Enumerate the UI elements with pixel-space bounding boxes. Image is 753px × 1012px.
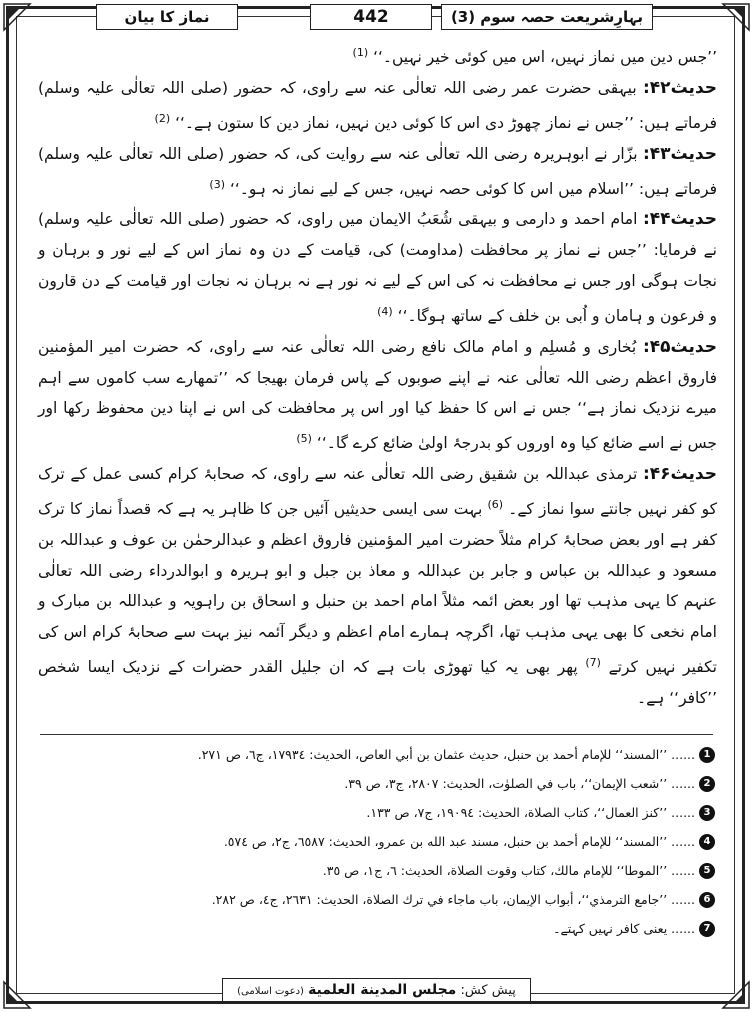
hadith-heading: حدیث۴۳: [642,143,717,164]
book-title: بہارِشریعت حصہ سوم (3) [441,4,653,30]
hadith-heading: حدیث۴۲: [642,77,718,98]
footnote-ref[interactable]: (1) [352,46,369,59]
page-number: 442 [310,4,432,30]
page-footer [0,978,753,1002]
hadith-heading: حدیث۴۶: [642,464,717,485]
publisher-box [222,978,531,1002]
chapter-title: نماز کا بیان [96,4,238,30]
footnote-separator [40,734,713,735]
footnote-ref[interactable]: (6) [487,497,504,511]
footnote-ref[interactable]: (5) [296,432,312,446]
hadith-44: حدیث۴۴: امام احمد و دارمی و بیہقی شُعَبُ الایمان میں راوی، کہ حضور (صلی اللہ تعالٰی علیہ وسلم) نے فرمایا: ’’جس نے نماز پر محافظت (مداومت) کی، قیامت کے دن وہ نماز اس کے لیے نور و برہان و نجات ہوگی اور جس نے محافظت نہ کی اس کے لیے نہ نور ہے نہ برہان نہ نجات اور قیامت کے دن قارون و فرعون و ہامان و اُبی بن خلف کے ساتھ ہوگا۔‘‘ $^{(4)}$ [38,209,717,325]
footnote-item: 2 ...... ’’شعب الإيمان‘‘، باب في الصلوٰت، الحديث: ٢٨٠٧، ج٣، ص ٣٩. [42,769,715,798]
hadith-heading: حدیث۴۵: [642,336,717,357]
hadith-46: حدیث۴۶: ترمذی عبداللہ بن شقیق رضی اللہ تعالٰی عنہ سے راوی، کہ صحابۂ کرام کسی عمل کے ترک کو کفر نہیں جانتے سوا نماز کے۔ $^{(6)}$ بہت سی ایسی حدیثیں آئیں جن کا ظاہر یہ ہے کہ قصداً نماز کا ترک کفر ہے اور بعض صحابۂ کرام مثلاً حضرت امیر المؤمنین فاروق اعظم و عبدالرحمٰن بن عوف و عبداللہ بن مسعود و عبداللہ بن عباس و جابر بن عبداللہ و معاذ بن جبل و ابو ہریرہ و ابوالدرداء رضی اللہ تعالٰی عنہم کا یہی مذہب تھا اور بعض ائمہ مثلاً امام احمد بن حنبل و اسحاق بن راہویہ و عبداللہ بن مبارک و امام نخعی کا بھی یہی مذہب تھا، اگرچہ ہمارے امام اعظم و دیگر آئمہ نیز بہت سے صحابۂ کرام اس کی تکفیر نہیں کرتے $^{(7)}$ پھر بھی یہ کیا تھوڑی بات ہے کہ ان جلیل القدر حضرات کے نزدیک ایسا شخص ’’کافر‘‘ ہے۔ [38,464,717,708]
footnote-item: 5 ...... ’’الموطا‘‘ للإمام مالك، كتاب وقوت الصلاة، الحديث: ٦، ج١، ص ٣٥. [42,856,715,885]
footnote-number: 2 [699,776,715,792]
footnote-item: 4 ...... ’’المسند‘‘ للإمام أحمد بن حنبل، مسند عبد الله بن عمرو، الحديث: ٦٥٨٧، ج٢، ص ٥٧٤. [42,827,715,856]
presenter-label: پیش کش: [460,983,516,998]
corner-ornament-icon [2,2,32,32]
footnote-ref[interactable]: (7) [585,656,601,670]
publisher-sub: (دعوت اسلامی) [237,986,304,997]
footnote-number: 3 [699,805,715,821]
footnote-number: 4 [699,834,715,850]
hadith-45: حدیث۴۵: بُخاری و مُسلِم و امام مالک نافع رضی اللہ تعالٰی عنہ سے راوی، کہ حضرت امیر المؤمنین فاروق اعظم رضی اللہ تعالٰی عنہ نے اپنے صوبوں کے پاس فرمان بھیجا کہ ’’تمھارے سب کاموں سے اہم میرے نزدیک نماز ہے‘‘ جس نے اس کا حفظ کیا اور اس پر محافظت کی اس نے اپنا دین محفوظ رکھا اور جس نے اسے ضائع کیا وہ اوروں کو بدرجۂ اولیٰ ضائع کرے گا۔‘‘ $^{(5)}$ [38,336,717,453]
footnote-item: 3 ...... ’’كنز العمال‘‘، كتاب الصلاة، الحديث: ١٩٠٩٤، ج٧، ص ١٣٣. [42,798,715,827]
page-header [100,4,653,30]
hadith-42: حدیث۴۲: بیہقی حضرت عمر رضی اللہ تعالٰی عنہ سے راوی، کہ حضور (صلی اللہ تعالٰی علیہ وسلم) فرماتے ہیں: ’’جس نے نماز چھوڑ دی اس کا کوئی دین نہیں، نماز دین کا ستون ہے۔‘‘ $^{(2)}$ [38,77,718,132]
hadith-43: حدیث۴۳: بزّار نے ابوہریرہ رضی اللہ تعالٰی عنہ سے روایت کی، کہ حضور (صلی اللہ تعالٰی علیہ وسلم) فرماتے ہیں: ’’اسلام میں اس کا کوئی حصہ نہیں، جس کے لیے نماز نہ ہو۔‘‘ $^{(3)}$ [38,143,717,198]
footnote-item: 1 ...... ’’المسند‘‘ للإمام أحمد بن حنبل، حديث عثمان بن أبي العاص، الحديث: ١٧٩٣٤، ج٦، ص ٢٧١. [42,740,715,769]
main-text [38,38,717,714]
footnote-number: 1 [699,747,715,763]
footnote-item: 6 ...... ’’جامع الترمذي‘‘، أبواب الإيمان، باب ماجاء في ترك الصلاة، الحديث: ٢٦٣١، ج٤، ص ٢٨٢. [42,885,715,914]
footnotes [42,740,715,943]
footnote-ref[interactable]: (2) [154,111,171,125]
footnote-item: 7 ...... یعنی کافر نہیں کہتے۔ [42,914,715,943]
footnote-number: 5 [699,863,715,879]
footnote-number: 7 [699,921,715,937]
corner-ornament-icon [721,2,751,32]
hadith-heading: حدیث۴۴: [642,209,717,230]
publisher-name: مجلس المدینة العلمیة [308,982,457,998]
paragraph-intro: ’’جس دین میں نماز نہیں، اس میں کوئی خیر نہیں۔‘‘ $^{(1)}$ [352,46,717,67]
footnote-number: 6 [699,892,715,908]
footnote-ref[interactable]: (3) [209,177,226,191]
footnote-ref[interactable]: (4) [377,304,393,318]
